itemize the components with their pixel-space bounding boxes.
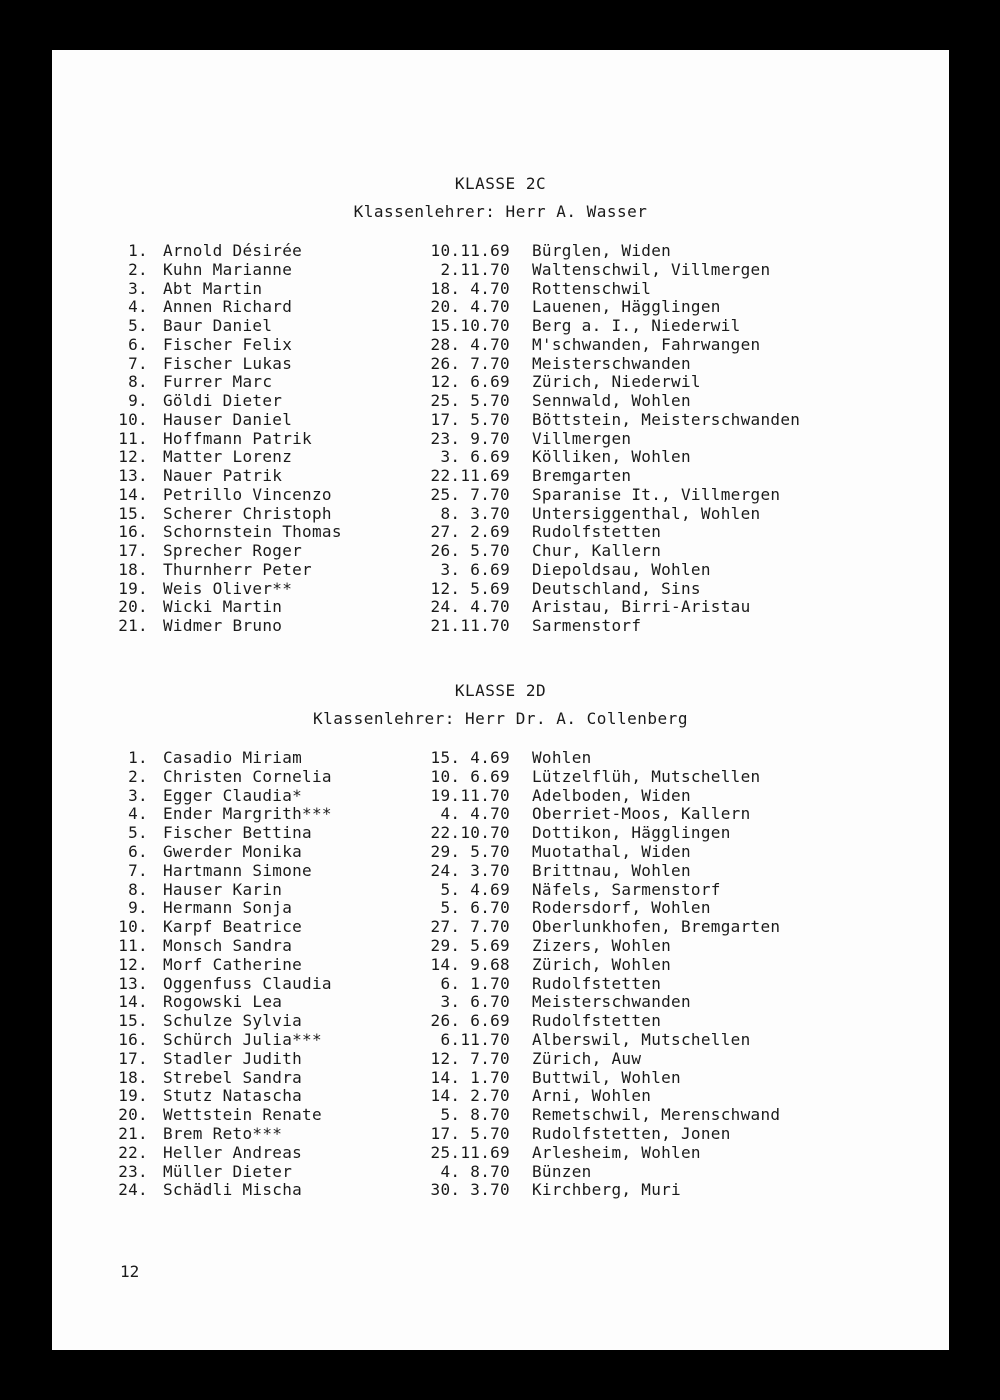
- birth-date: 30. 3.70: [430, 1180, 510, 1200]
- student-name: Wettstein Renate: [163, 1105, 322, 1125]
- student-row: [52, 241, 949, 260]
- student-row: [52, 447, 949, 466]
- home-town: Bünzen: [532, 1161, 592, 1181]
- birth-date: 10.11.69: [430, 241, 510, 260]
- home-town: Böttstein, Meisterschwanden: [532, 409, 801, 429]
- page-number: 12: [120, 1262, 140, 1281]
- student-number: 13.: [118, 973, 148, 993]
- student-name: Casadio Miriam: [163, 748, 303, 767]
- student-number: 14.: [118, 484, 148, 504]
- birth-date: 22.10.70: [430, 823, 510, 843]
- home-town: Aristau, Birri-Aristau: [532, 597, 751, 617]
- student-row: [52, 1124, 949, 1143]
- student-number: 6.: [128, 842, 148, 861]
- birth-date: 8. 3.70: [440, 503, 510, 523]
- birth-date: 3. 6.70: [440, 992, 510, 1012]
- birth-date: 27. 7.70: [430, 917, 510, 937]
- birth-date: 29. 5.69: [430, 936, 510, 955]
- birth-date: 23. 9.70: [430, 428, 510, 448]
- birth-date: 24. 4.70: [430, 597, 510, 617]
- student-name: Morf Catherine: [163, 954, 303, 974]
- student-row: [52, 429, 949, 448]
- student-row: [52, 541, 949, 560]
- student-number: 15.: [118, 1011, 148, 1031]
- student-name: Stutz Natascha: [163, 1086, 303, 1106]
- student-name: Müller Dieter: [163, 1161, 293, 1181]
- student-row: [52, 335, 949, 354]
- birth-date: 25. 5.70: [430, 391, 510, 410]
- student-number: 10.: [118, 917, 148, 937]
- student-name: Widmer Bruno: [163, 616, 283, 635]
- birth-date: 3. 6.69: [440, 447, 510, 467]
- student-row: [52, 485, 949, 504]
- home-town: Remetschwil, Merenschwand: [532, 1105, 781, 1125]
- student-row: [52, 898, 949, 917]
- home-town: Rudolfstetten, Jonen: [532, 1124, 731, 1143]
- home-town: Arlesheim, Wohlen: [532, 1142, 701, 1162]
- birth-date: 6. 1.70: [440, 973, 510, 993]
- birth-date: 26. 5.70: [430, 541, 510, 560]
- student-name: Hauser Daniel: [163, 409, 293, 429]
- student-name: Karpf Beatrice: [163, 917, 303, 937]
- student-number: 17.: [118, 1048, 148, 1068]
- student-name: Fischer Lukas: [163, 353, 293, 373]
- student-name: Egger Claudia*: [163, 785, 303, 805]
- student-number: 16.: [118, 522, 148, 542]
- birth-date: 26. 7.70: [430, 353, 510, 373]
- student-name: Sprecher Roger: [163, 541, 303, 560]
- birth-date: 19.11.70: [430, 785, 510, 805]
- home-town: Oberriet-Moos, Kallern: [532, 804, 751, 824]
- birth-date: 5. 6.70: [440, 898, 510, 918]
- student-row: [52, 522, 949, 541]
- student-number: 8.: [128, 372, 148, 392]
- student-row: [52, 410, 949, 429]
- home-town: Alberswil, Mutschellen: [532, 1030, 751, 1049]
- student-row: [52, 279, 949, 298]
- student-number: 22.: [118, 1142, 148, 1162]
- birth-date: 29. 5.70: [430, 842, 510, 861]
- student-name: Schädli Mischa: [163, 1180, 303, 1200]
- student-name: Schürch Julia***: [163, 1030, 322, 1049]
- student-name: Petrillo Vincenzo: [163, 484, 332, 504]
- birth-date: 28. 4.70: [430, 334, 510, 354]
- birth-date: 14. 9.68: [430, 954, 510, 974]
- student-name: Ender Margrith***: [163, 804, 332, 824]
- class-2d-teacher: Klassenlehrer: Herr Dr. A. Collenberg: [313, 709, 688, 728]
- home-town: Lauenen, Hägglingen: [532, 297, 721, 317]
- student-row: [52, 1068, 949, 1087]
- student-name: Heller Andreas: [163, 1142, 303, 1162]
- student-name: Wicki Martin: [163, 597, 283, 617]
- home-town: Zizers, Wohlen: [532, 936, 672, 955]
- class-2c-teacher: Klassenlehrer: Herr A. Wasser: [353, 202, 648, 221]
- student-name: Schornstein Thomas: [163, 522, 342, 542]
- student-row: [52, 1030, 949, 1049]
- student-row: [52, 880, 949, 899]
- birth-date: 17. 5.70: [430, 409, 510, 429]
- student-row: [52, 861, 949, 880]
- home-town: Zürich, Auw: [532, 1048, 642, 1068]
- student-number: 1.: [128, 748, 148, 767]
- student-number: 2.: [128, 766, 148, 786]
- student-name: Monsch Sandra: [163, 936, 293, 955]
- student-name: Thurnherr Peter: [163, 559, 312, 579]
- home-town: Meisterschwanden: [532, 353, 691, 373]
- student-number: 19.: [118, 1086, 148, 1106]
- birth-date: 14. 2.70: [430, 1086, 510, 1106]
- student-row: [52, 1011, 949, 1030]
- student-row: [52, 955, 949, 974]
- home-town: Kirchberg, Muri: [532, 1180, 681, 1200]
- home-town: Deutschland, Sins: [532, 578, 701, 598]
- student-row: [52, 992, 949, 1011]
- student-name: Hermann Sonja: [163, 898, 293, 918]
- student-name: Stadler Judith: [163, 1048, 303, 1068]
- home-town: Untersiggenthal, Wohlen: [532, 503, 761, 523]
- student-number: 12.: [118, 954, 148, 974]
- home-town: Rodersdorf, Wohlen: [532, 898, 711, 918]
- student-name: Fischer Bettina: [163, 823, 312, 843]
- birth-date: 6.11.70: [440, 1030, 510, 1049]
- home-town: Sarmenstorf: [532, 616, 642, 635]
- home-town: Meisterschwanden: [532, 992, 691, 1012]
- home-town: Rudolfstetten: [532, 1011, 662, 1031]
- document-page: [52, 50, 949, 1350]
- birth-date: 3. 6.69: [440, 559, 510, 579]
- home-town: Rottenschwil: [532, 278, 652, 298]
- birth-date: 20. 4.70: [430, 297, 510, 317]
- class-2d-title: KLASSE 2D: [454, 681, 547, 700]
- student-row: [52, 1143, 949, 1162]
- home-town: Adelboden, Widen: [532, 785, 691, 805]
- student-row: [52, 260, 949, 279]
- home-town: Lützelflüh, Mutschellen: [532, 766, 761, 786]
- birth-date: 24. 3.70: [430, 860, 510, 880]
- student-number: 7.: [128, 353, 148, 373]
- student-row: [52, 597, 949, 616]
- student-name: Göldi Dieter: [163, 391, 283, 410]
- student-name: Brem Reto***: [163, 1124, 283, 1143]
- student-number: 9.: [128, 391, 148, 410]
- student-name: Furrer Marc: [163, 372, 273, 392]
- student-name: Schulze Sylvia: [163, 1011, 303, 1031]
- birth-date: 15.10.70: [430, 316, 510, 335]
- student-row: [52, 917, 949, 936]
- birth-date: 18. 4.70: [430, 278, 510, 298]
- student-row: [52, 767, 949, 786]
- student-name: Strebel Sandra: [163, 1067, 303, 1087]
- student-number: 21.: [118, 616, 148, 635]
- student-number: 12.: [118, 447, 148, 467]
- birth-date: 12. 7.70: [430, 1048, 510, 1068]
- home-town: Sennwald, Wohlen: [532, 391, 691, 410]
- student-name: Rogowski Lea: [163, 992, 283, 1012]
- student-number: 17.: [118, 541, 148, 560]
- student-row: [52, 297, 949, 316]
- student-row: [52, 354, 949, 373]
- student-name: Annen Richard: [163, 297, 293, 317]
- student-row: [52, 616, 949, 635]
- student-number: 20.: [118, 1105, 148, 1125]
- student-row: [52, 579, 949, 598]
- student-number: 5.: [128, 823, 148, 843]
- home-town: Kölliken, Wohlen: [532, 447, 691, 467]
- student-number: 9.: [128, 898, 148, 918]
- student-name: Christen Cornelia: [163, 766, 332, 786]
- home-town: Wohlen: [532, 748, 592, 767]
- student-name: Hoffmann Patrik: [163, 428, 312, 448]
- student-number: 4.: [128, 297, 148, 317]
- student-row: [52, 391, 949, 410]
- student-number: 11.: [118, 428, 148, 448]
- student-row: [52, 504, 949, 523]
- student-row: [52, 748, 949, 767]
- student-name: Arnold Désirée: [163, 241, 303, 260]
- student-number: 18.: [118, 1067, 148, 1087]
- student-number: 16.: [118, 1030, 148, 1049]
- birth-date: 12. 6.69: [430, 372, 510, 392]
- student-name: Gwerder Monika: [163, 842, 303, 861]
- student-name: Hartmann Simone: [163, 860, 312, 880]
- home-town: Rudolfstetten: [532, 522, 662, 542]
- home-town: Muotathal, Widen: [532, 842, 691, 861]
- birth-date: 2.11.70: [440, 259, 510, 279]
- birth-date: 15. 4.69: [430, 748, 510, 767]
- student-row: [52, 560, 949, 579]
- home-town: Waltenschwil, Villmergen: [532, 259, 771, 279]
- student-name: Scherer Christoph: [163, 503, 332, 523]
- student-number: 2.: [128, 259, 148, 279]
- student-row: [52, 466, 949, 485]
- student-number: 19.: [118, 578, 148, 598]
- student-name: Oggenfuss Claudia: [163, 973, 332, 993]
- student-number: 6.: [128, 334, 148, 354]
- birth-date: 12. 5.69: [430, 578, 510, 598]
- birth-date: 5. 4.69: [440, 879, 510, 899]
- student-number: 18.: [118, 559, 148, 579]
- student-number: 24.: [118, 1180, 148, 1200]
- home-town: Brittnau, Wohlen: [532, 860, 691, 880]
- student-name: Nauer Patrik: [163, 466, 283, 485]
- home-town: Rudolfstetten: [532, 973, 662, 993]
- student-number: 11.: [118, 936, 148, 955]
- student-name: Fischer Felix: [163, 334, 293, 354]
- student-number: 3.: [128, 278, 148, 298]
- home-town: Bürglen, Widen: [532, 241, 672, 260]
- student-row: [52, 1049, 949, 1068]
- student-row: [52, 1180, 949, 1199]
- student-name: Hauser Karin: [163, 879, 283, 899]
- student-number: 3.: [128, 785, 148, 805]
- home-town: Chur, Kallern: [532, 541, 662, 560]
- student-row: [52, 1086, 949, 1105]
- student-row: [52, 1162, 949, 1181]
- home-town: Zürich, Wohlen: [532, 954, 672, 974]
- student-row: [52, 823, 949, 842]
- birth-date: 25.11.69: [430, 1142, 510, 1162]
- student-name: Matter Lorenz: [163, 447, 293, 467]
- birth-date: 10. 6.69: [430, 766, 510, 786]
- home-town: Berg a. I., Niederwil: [532, 316, 741, 335]
- student-number: 15.: [118, 503, 148, 523]
- student-number: 8.: [128, 879, 148, 899]
- student-row: [52, 804, 949, 823]
- student-number: 21.: [118, 1124, 148, 1143]
- birth-date: 26. 6.69: [430, 1011, 510, 1031]
- birth-date: 17. 5.70: [430, 1124, 510, 1143]
- student-number: 14.: [118, 992, 148, 1012]
- student-number: 20.: [118, 597, 148, 617]
- birth-date: 21.11.70: [430, 616, 510, 635]
- birth-date: 4. 4.70: [440, 804, 510, 824]
- class-2c-title: KLASSE 2C: [454, 174, 547, 193]
- student-number: 10.: [118, 409, 148, 429]
- student-name: Baur Daniel: [163, 316, 273, 335]
- student-row: [52, 786, 949, 805]
- birth-date: 5. 8.70: [440, 1105, 510, 1125]
- student-row: [52, 372, 949, 391]
- student-name: Kuhn Marianne: [163, 259, 293, 279]
- home-town: Näfels, Sarmenstorf: [532, 879, 721, 899]
- student-number: 4.: [128, 804, 148, 824]
- student-number: 1.: [128, 241, 148, 260]
- student-row: [52, 316, 949, 335]
- home-town: Diepoldsau, Wohlen: [532, 559, 711, 579]
- home-town: M'schwanden, Fahrwangen: [532, 334, 761, 354]
- home-town: Bremgarten: [532, 466, 632, 485]
- birth-date: 14. 1.70: [430, 1067, 510, 1087]
- home-town: Dottikon, Hägglingen: [532, 823, 731, 843]
- student-name: Weis Oliver**: [163, 578, 293, 598]
- student-number: 7.: [128, 860, 148, 880]
- home-town: Sparanise It., Villmergen: [532, 484, 781, 504]
- birth-date: 27. 2.69: [430, 522, 510, 542]
- home-town: Oberlunkhofen, Bremgarten: [532, 917, 781, 937]
- home-town: Arni, Wohlen: [532, 1086, 652, 1106]
- student-name: Abt Martin: [163, 278, 263, 298]
- home-town: Buttwil, Wohlen: [532, 1067, 681, 1087]
- home-town: Zürich, Niederwil: [532, 372, 701, 392]
- student-number: 23.: [118, 1161, 148, 1181]
- student-row: [52, 1105, 949, 1124]
- student-row: [52, 936, 949, 955]
- home-town: Villmergen: [532, 428, 632, 448]
- student-row: [52, 974, 949, 993]
- birth-date: 25. 7.70: [430, 484, 510, 504]
- student-number: 5.: [128, 316, 148, 335]
- student-row: [52, 842, 949, 861]
- birth-date: 22.11.69: [430, 466, 510, 485]
- student-number: 13.: [118, 466, 148, 485]
- birth-date: 4. 8.70: [440, 1161, 510, 1181]
